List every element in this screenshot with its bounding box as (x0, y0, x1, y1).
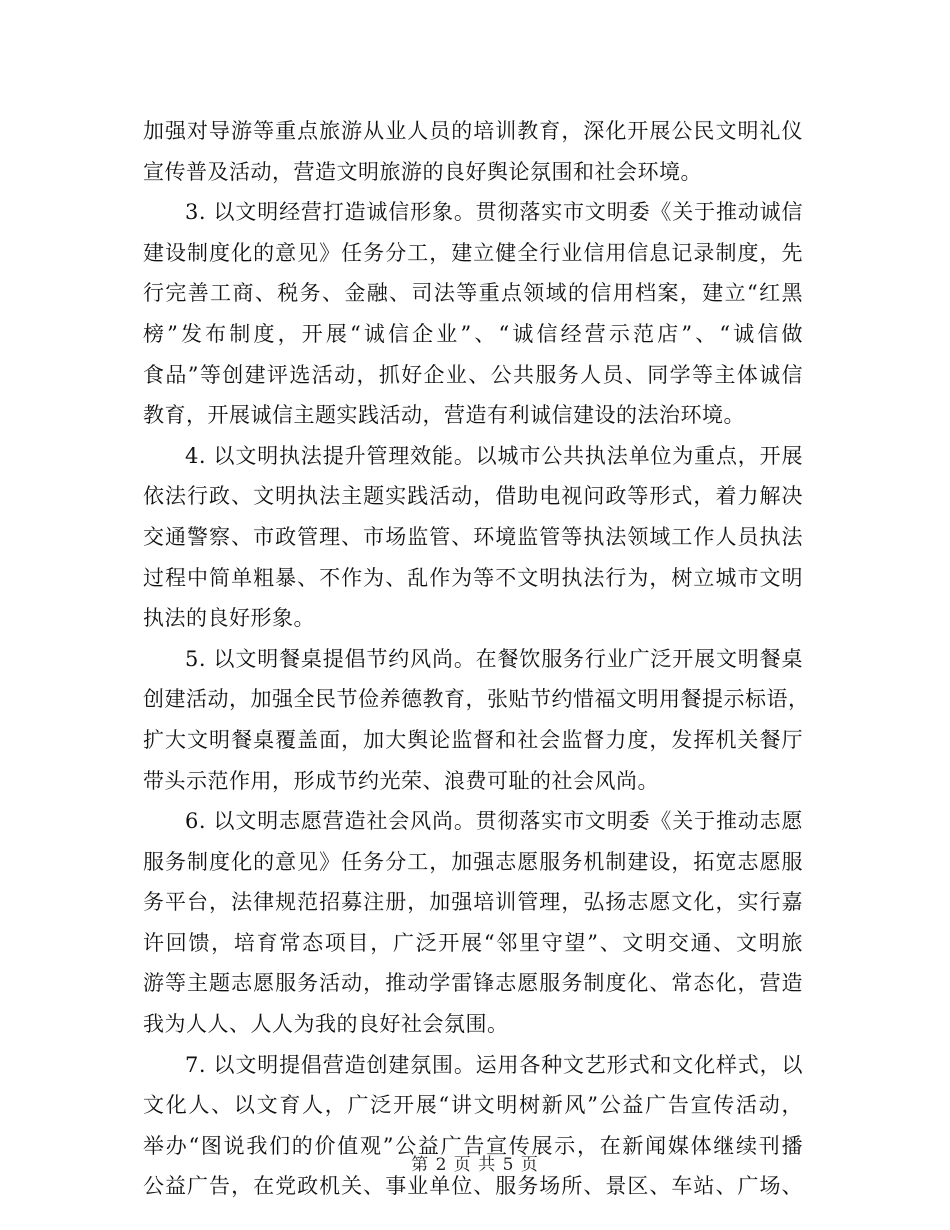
text-line: 执法的良好形象。 (143, 606, 315, 631)
text-line: 务平台，法律规范招募注册，加强培训管理，弘扬志愿文化，实行嘉 (143, 890, 803, 915)
paragraph-item-7 (143, 1045, 803, 1207)
text-line: 4. 以文明执法提升管理效能。以城市公共执法单位为重点，开展 (185, 443, 803, 468)
text-line: 文化人、以文育人，广泛开展“讲文明树新风”公益广告宣传活动， (143, 1093, 803, 1118)
text-line: 服务制度化的意见》任务分工，加强志愿服务机制建设，拓宽志愿服 (143, 849, 803, 874)
text-line: 6. 以文明志愿营造社会风尚。贯彻落实市文明委《关于推动志愿 (185, 809, 803, 834)
text-line: 5. 以文明餐桌提倡节约风尚。在餐饮服务行业广泛开展文明餐桌 (185, 646, 803, 671)
text-line: 举办“图说我们的价值观”公益广告宣传展示，在新闻媒体继续刊播 (143, 1133, 803, 1158)
text-line: 行完善工商、税务、金融、司法等重点领域的信用档案，建立“红黑 (143, 281, 803, 306)
text-line: 食品”等创建评选活动，抓好企业、公共服务人员、同学等主体诚信 (143, 362, 803, 387)
text-line: 依法行政、文明执法主题实践活动，借助电视问政等形式，着力解决 (143, 484, 803, 509)
text-line: 公益广告，在党政机关、事业单位、服务场所、景区、车站、广场、 (143, 1174, 803, 1199)
paragraph-continuation (143, 111, 803, 192)
paragraph-item-3 (143, 192, 803, 436)
text-line: 游等主题志愿服务活动，推动学雷锋志愿服务制度化、常态化，营造 (143, 971, 803, 996)
paragraph-item-5 (143, 639, 810, 801)
text-line: 3. 以文明经营打造诚信形象。贯彻落实市文明委《关于推动诚信 (185, 200, 803, 225)
text-line: 加强对导游等重点旅游从业人员的培训教育，深化开展公民文明礼仪 (143, 119, 803, 143)
body-text (143, 111, 810, 1207)
text-line: 扩大文明餐桌覆盖面，加大舆论监督和社会监督力度，发挥机关餐厅 (143, 727, 803, 752)
text-line: 许回馈，培育常态项目，广泛开展“邻里守望”、文明交通、文明旅 (143, 930, 803, 955)
page-number: 第 2 页 共 5 页 (411, 1155, 539, 1175)
text-line: 交通警察、市政管理、市场监管、环境监管等执法领域工作人员执法 (143, 524, 803, 549)
text-line: 榜”发布制度，开展“诚信企业”、“诚信经营示范店”、“诚信做 (143, 321, 803, 346)
text-line: 我为人人、人人为我的良好社会氛围。 (143, 1012, 509, 1037)
text-line: 教育，开展诚信主题实践活动，营造有利诚信建设的法治环境。 (143, 403, 745, 428)
text-line: 宣传普及活动，营造文明旅游的良好舆论氛围和社会环境。 (143, 159, 702, 184)
paragraph-item-6 (143, 801, 803, 1045)
text-line: 7. 以文明提倡营造创建氛围。运用各种文艺形式和文化样式，以 (185, 1052, 803, 1077)
text-line: 创建活动，加强全民节俭养德教育，张贴节约惜福文明用餐提示标语， (143, 687, 810, 712)
text-line: 建设制度化的意见》任务分工，建立健全行业信用信息记录制度，先 (143, 240, 803, 265)
text-line: 过程中简单粗暴、不作为、乱作为等不文明执法行为，树立城市文明 (143, 565, 803, 590)
paragraph-item-4 (143, 436, 803, 639)
text-line: 带头示范作用，形成节约光荣、浪费可耻的社会风尚。 (143, 768, 659, 793)
